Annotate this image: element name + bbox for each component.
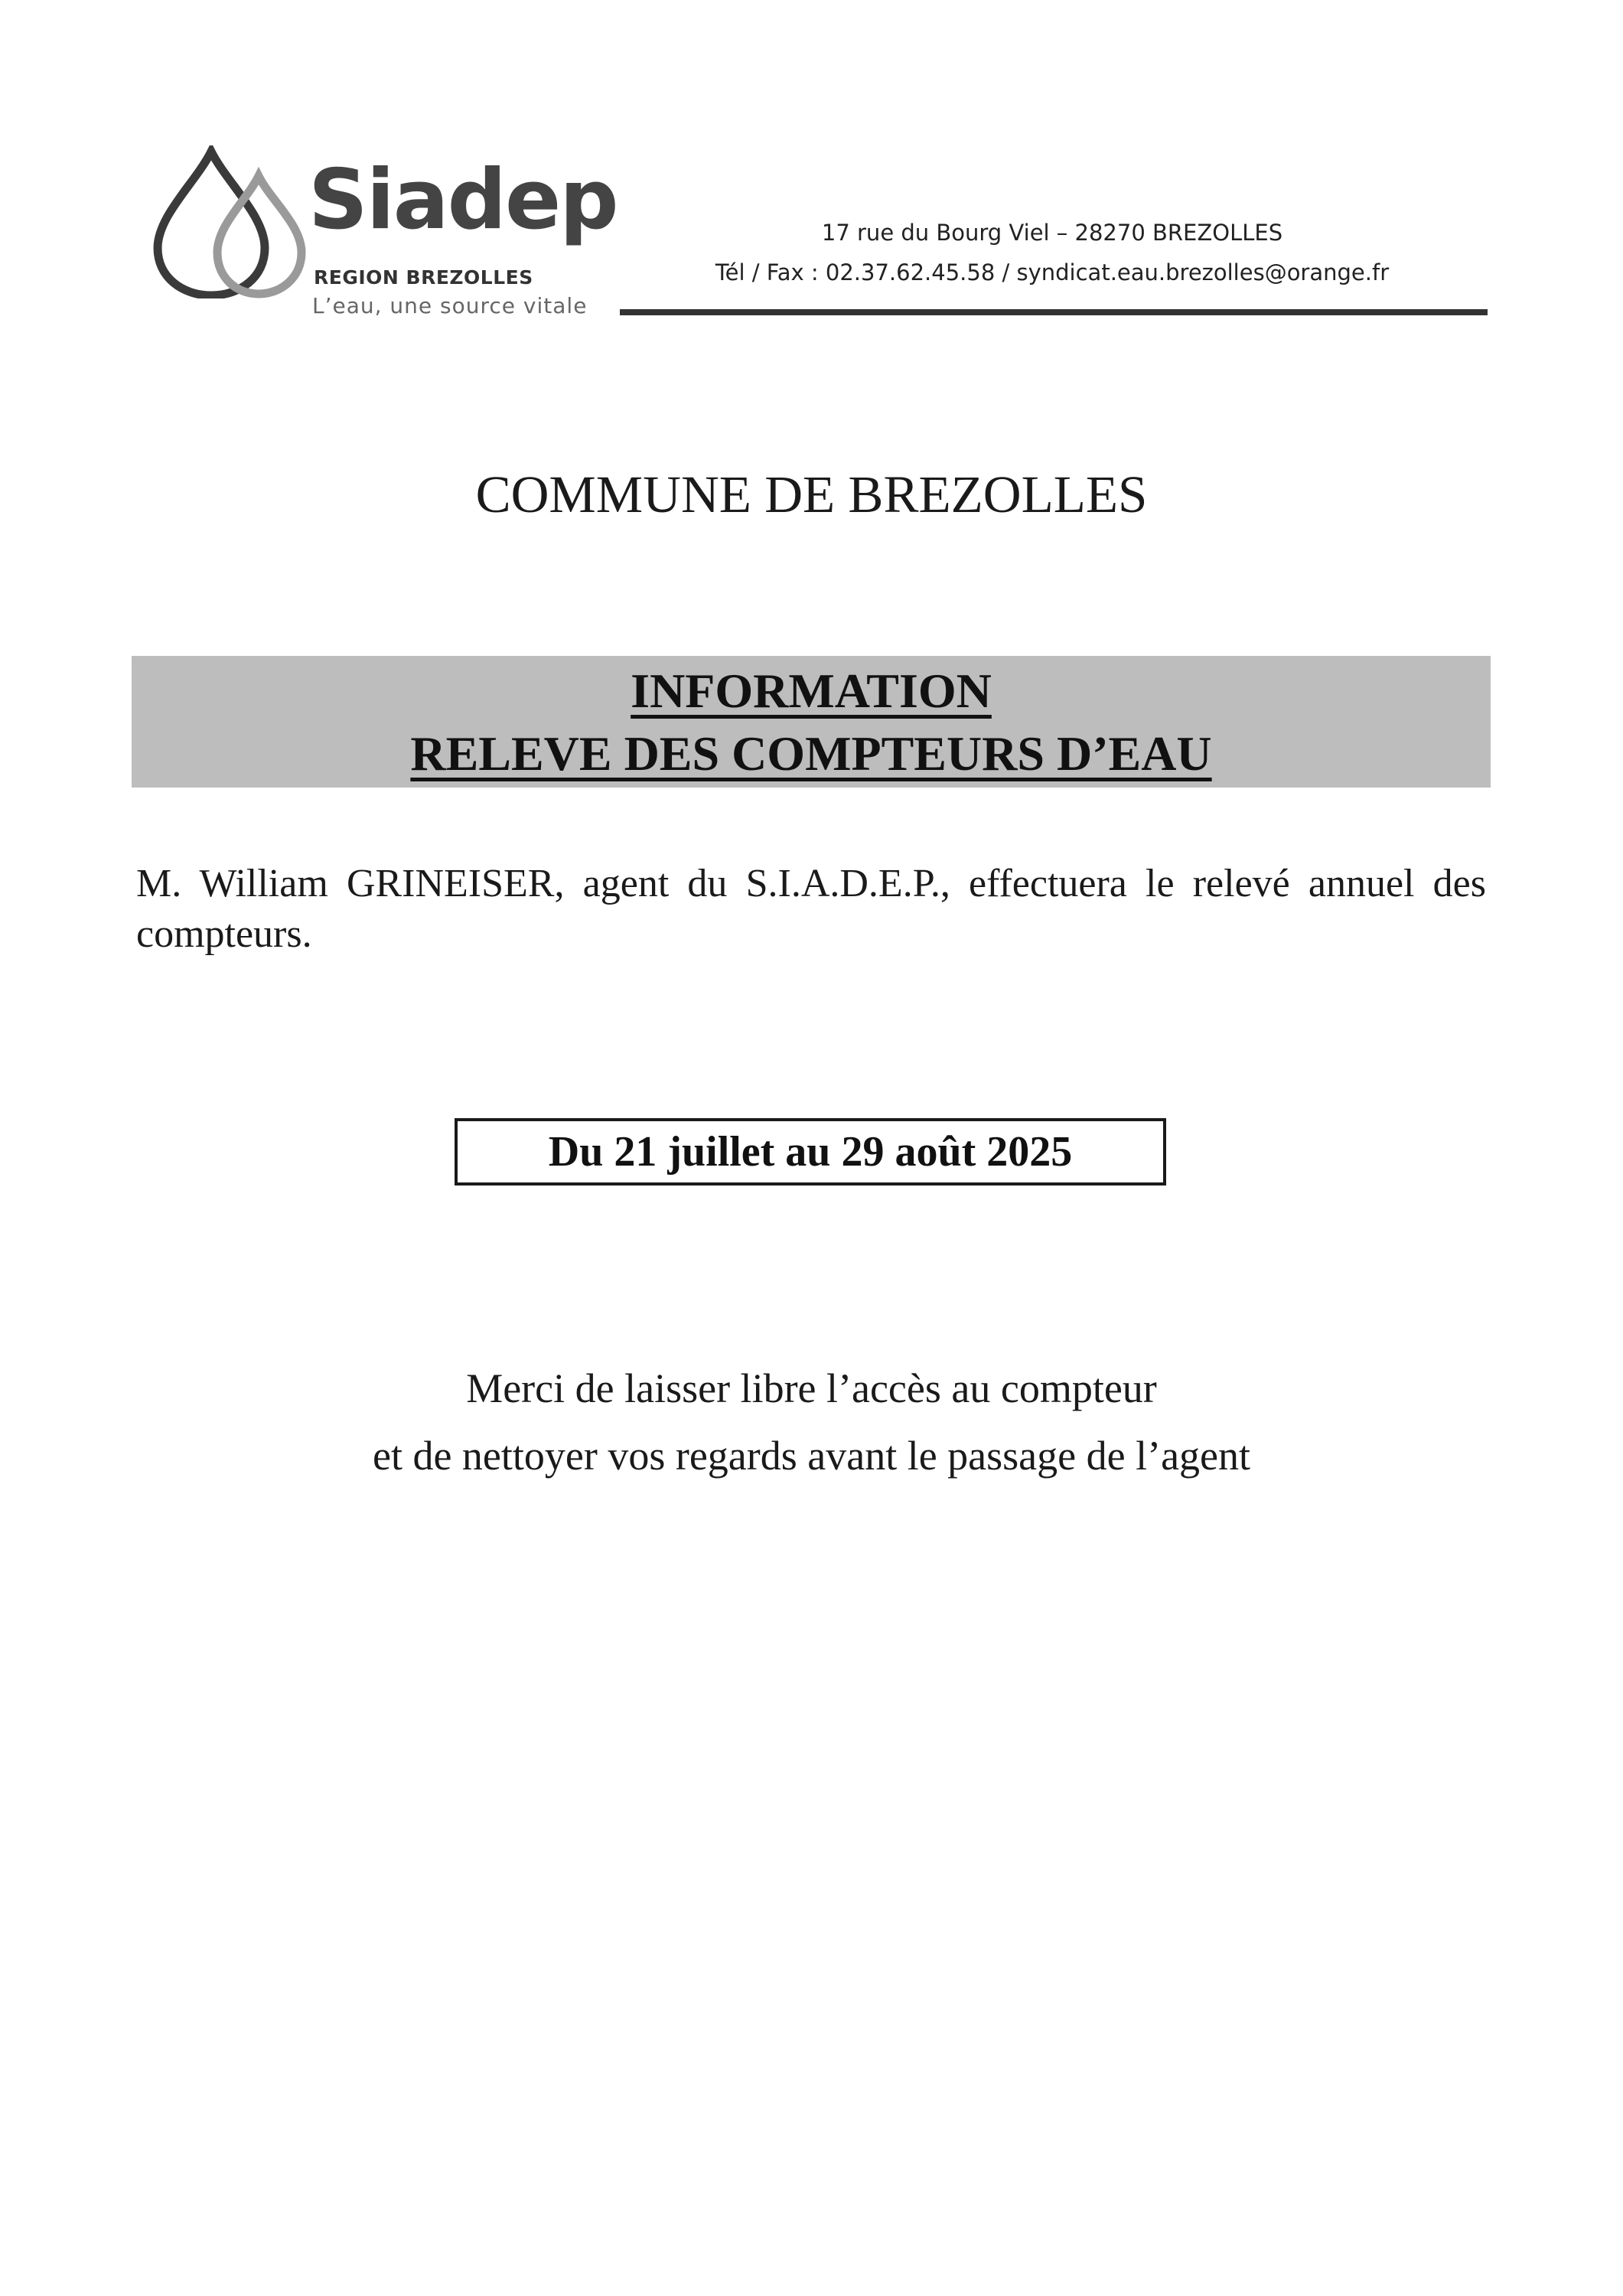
closing-note <box>0 1355 1623 1489</box>
water-drops-logo-icon <box>152 145 316 298</box>
logo-tagline: L’eau, une source vitale <box>312 293 588 318</box>
phone-email-line: Tél / Fax : 02.37.62.45.58 / syndicat.eau.brezolles@orange.fr <box>715 259 1390 285</box>
intro-paragraph: M. William GRINEISER, agent du S.I.A.D.E.P., effectuera le relevé annuel des compteurs. <box>136 862 1486 956</box>
date-range: Du 21 juillet au 29 août 2025 <box>548 1128 1073 1176</box>
banner-heading: INFORMATION <box>631 664 992 718</box>
closing-line-2: et de nettoyer vos regards avant le passage de l’agent <box>372 1433 1251 1479</box>
banner-subheading: RELEVE DES COMPTEURS D’EAU <box>410 726 1212 781</box>
logo-name: Siadep <box>308 152 618 248</box>
date-range-box <box>455 1118 1166 1186</box>
address-line: 17 rue du Bourg Viel – 28270 BREZOLLES <box>821 220 1283 246</box>
commune-title: COMMUNE DE BREZOLLES <box>475 465 1148 523</box>
siadep-logo <box>152 145 618 329</box>
contact-block <box>620 213 1484 292</box>
logo-region: REGION BREZOLLES <box>314 266 533 289</box>
closing-line-1: Merci de laisser libre l’accès au compteur <box>466 1365 1157 1411</box>
header-divider <box>620 309 1488 315</box>
information-banner <box>132 656 1491 788</box>
